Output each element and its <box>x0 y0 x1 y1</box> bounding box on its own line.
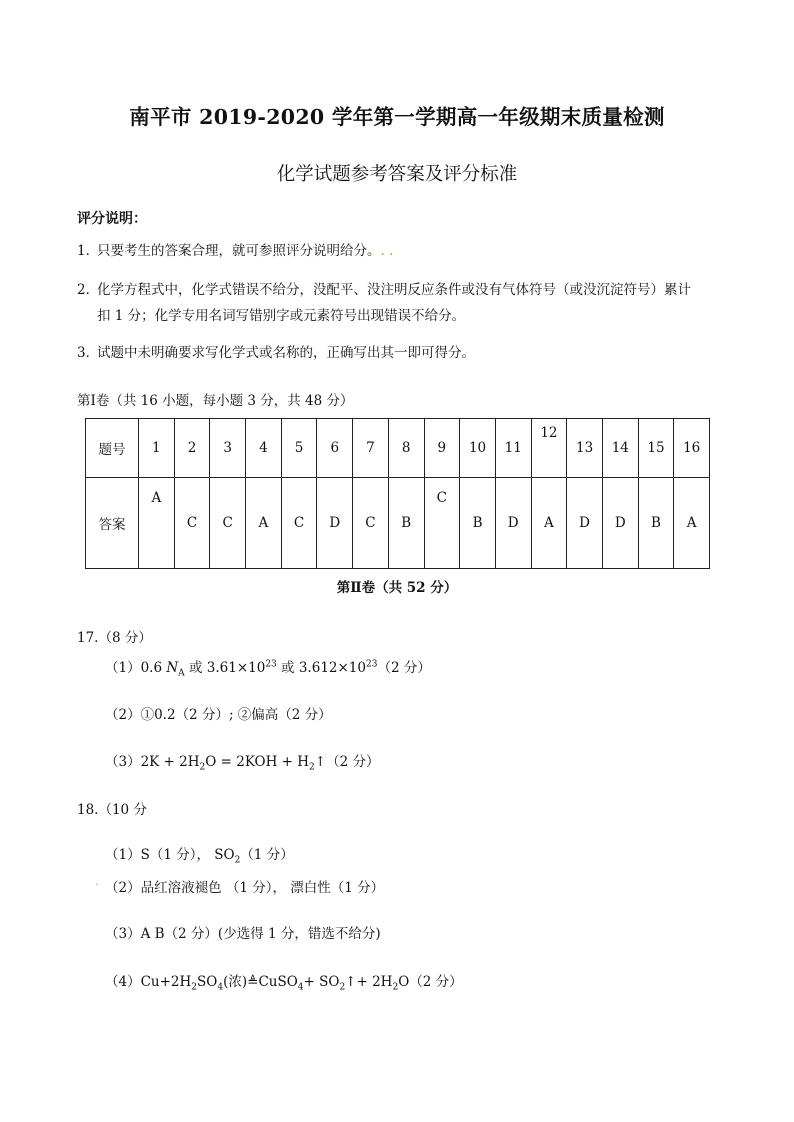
superscript: 23 <box>265 659 277 670</box>
question-number-cell: 12 <box>531 419 567 478</box>
answer-cell: C <box>210 478 246 569</box>
answer-cell: A <box>246 478 282 569</box>
note-text: 只要考生的答案合理，就可参照评分说明给分。 <box>97 243 381 259</box>
answer-cell: A <box>139 478 175 569</box>
answer-text: 或 3.61×10 <box>184 660 266 676</box>
answer-cell: D <box>495 478 531 569</box>
q18-answer-1 <box>105 843 294 866</box>
answer-cell: D <box>317 478 353 569</box>
answer-text: （4）Cu+2H <box>105 974 192 990</box>
question-number-cell: 11 <box>495 419 531 478</box>
answer-text: O（2 分） <box>398 974 463 990</box>
q18-answer-2: （2）品红溶液褪色 （1 分）， 漂白性（1 分） <box>105 880 385 896</box>
answer-cell: D <box>602 478 638 569</box>
table-header-cell: 题号 <box>86 419 139 478</box>
page-title: 南平市 2019-2020 学年第一学期高一年级期末质量检测 <box>129 105 665 129</box>
question-18-heading: 18.（10 分 <box>77 802 147 818</box>
stray-mark: . . <box>380 243 394 259</box>
q18-answer-4 <box>105 970 463 993</box>
note-item <box>77 278 691 298</box>
section1-label: 第Ⅰ卷（共 16 小题，每小题 3 分，共 48 分） <box>77 393 354 409</box>
note-text: 试题中未明确要求写化学式或名称的，正确写出其一即可得分。 <box>97 345 475 361</box>
q18-answer-3: （3）A B（2 分）(少选得 1 分，错选不给分) <box>105 926 381 942</box>
question-number-cell: 5 <box>281 419 317 478</box>
answer-text: ↑+ 2H <box>345 974 393 990</box>
answer-cell: B <box>388 478 424 569</box>
answer-text: （1）0.6 <box>105 660 167 676</box>
answer-text: (浓)≜CuSO <box>223 974 298 990</box>
note-number: 2． <box>77 282 100 298</box>
question-number-cell: 7 <box>353 419 389 478</box>
q17-answer-3 <box>105 750 379 773</box>
answer-text: （3）2K + 2H <box>105 754 200 770</box>
avogadro-symbol: N <box>166 660 179 676</box>
question-number-cell: 3 <box>210 419 246 478</box>
subscript: 2 <box>339 982 346 993</box>
answer-cell: C <box>424 478 460 569</box>
question-number-cell: 4 <box>246 419 282 478</box>
question-number-cell: 15 <box>638 419 674 478</box>
page-subtitle: 化学试题参考答案及评分标准 <box>276 164 518 185</box>
table-header-cell: 答案 <box>86 478 139 569</box>
answer-cell: A <box>531 478 567 569</box>
subscript: 2 <box>234 855 241 866</box>
question-number-cell: 2 <box>174 419 210 478</box>
note-text-continued: 扣 1 分；化学专用名词写错别字或元素符号出现错误不给分。 <box>97 308 466 324</box>
subscript: 2 <box>392 982 399 993</box>
note-text: 化学方程式中，化学式错误不给分，没配平、没注明反应条件或没有气体符号（或没沉淀符号）累计 <box>97 282 691 298</box>
superscript: 23 <box>366 659 378 670</box>
question-number-cell: 13 <box>567 419 603 478</box>
note-number: 1． <box>77 243 100 259</box>
subscript: A <box>178 668 185 679</box>
subscript: 4 <box>217 982 224 993</box>
question-number-cell: 9 <box>424 419 460 478</box>
note-item <box>77 341 475 361</box>
answer-text: （1）S（1 分）， SO <box>105 847 235 863</box>
q17-answer-2: （2）①0.2（2 分）; ②偏高（2 分） <box>105 707 332 723</box>
stray-dot: · <box>95 880 99 891</box>
answer-cell: D <box>567 478 603 569</box>
answer-text: 或 3.612×10 <box>276 660 366 676</box>
table-row-answers <box>86 478 710 569</box>
table-row-numbers <box>86 419 710 478</box>
answer-cell: B <box>638 478 674 569</box>
note-item <box>77 239 393 259</box>
answer-cell: C <box>281 478 317 569</box>
question-17-heading: 17.（8 分） <box>77 630 152 646</box>
answer-text: （1 分） <box>240 847 294 863</box>
q17-answer-1 <box>105 656 431 679</box>
answer-table <box>85 418 710 569</box>
answer-cell: C <box>353 478 389 569</box>
answer-cell: A <box>674 478 710 569</box>
answer-text: ↑（2 分） <box>314 754 380 770</box>
subscript: 4 <box>297 982 304 993</box>
subscript: 2 <box>199 762 206 773</box>
section2-label: 第Ⅱ卷（共 52 分） <box>336 580 458 596</box>
note-number: 3． <box>77 345 100 361</box>
answer-cell: C <box>174 478 210 569</box>
answer-text: O = 2KOH + H <box>205 754 310 770</box>
subscript: 2 <box>309 762 315 773</box>
question-number-cell: 14 <box>602 419 638 478</box>
answer-cell: B <box>460 478 496 569</box>
question-number-cell: 1 <box>139 419 175 478</box>
question-number-cell: 6 <box>317 419 353 478</box>
question-number-cell: 16 <box>674 419 710 478</box>
question-number-cell: 8 <box>388 419 424 478</box>
answer-text: SO <box>197 974 218 990</box>
notes-heading: 评分说明： <box>77 211 147 227</box>
answer-text: （2 分） <box>377 660 431 676</box>
answer-text: + SO <box>303 974 340 990</box>
question-number-cell: 10 <box>460 419 496 478</box>
subscript: 2 <box>191 982 198 993</box>
